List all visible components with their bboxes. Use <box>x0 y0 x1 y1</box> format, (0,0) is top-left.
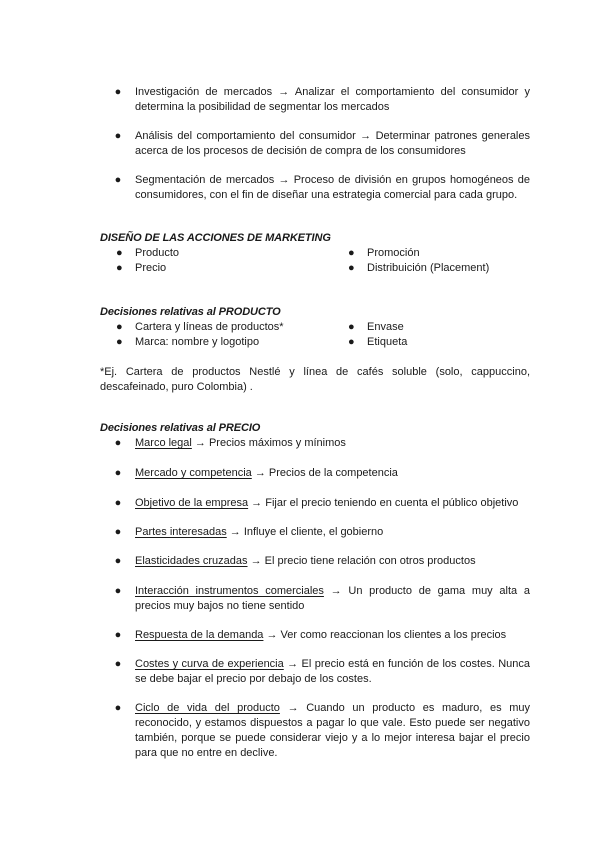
definition: → El precio tiene relación con otros productos <box>247 555 476 567</box>
list-item-text: Análisis del comportamiento del consumidor → Determinar patrones generales acerca de los procesos de decisión de compra de los consumidores <box>135 130 530 157</box>
bullet-icon: ● <box>114 497 122 509</box>
bullet-icon: ● <box>114 629 122 641</box>
bullet-icon: ● <box>348 336 355 348</box>
term: Mercado y competencia <box>135 467 252 479</box>
bullet-icon: ● <box>348 247 355 259</box>
definition: → Fijar el precio teniendo en cuenta el público objetivo <box>248 497 519 509</box>
bullet-icon: ● <box>116 262 123 274</box>
list-item-text: Distribuición (Placement) <box>367 262 490 274</box>
list-item-text: Investigación de mercados → Analizar el comportamiento del consumidor y determina la posibilidad de segmentar los mercados <box>135 86 530 113</box>
list-item <box>116 173 530 203</box>
bullet-icon: ● <box>114 658 122 670</box>
list-item <box>348 335 407 350</box>
list-item <box>116 129 530 159</box>
bullet-icon: ● <box>116 247 123 259</box>
list-item <box>116 525 530 540</box>
list-item <box>116 584 530 614</box>
list-item <box>116 246 179 261</box>
bullet-icon: ● <box>116 336 123 348</box>
term: Elasticidades cruzadas <box>135 555 248 567</box>
list-item <box>116 657 530 687</box>
list-item-text: Producto <box>135 247 180 259</box>
list-item-text: Segmentación de mercados → Proceso de división en grupos homogéneos de consumidores, con el fin de diseñar una estrategia comercial para cada grupo. <box>135 174 530 201</box>
list-item <box>116 320 284 335</box>
definition: → Influye el cliente, el gobierno <box>226 526 384 538</box>
list-item-text <box>135 525 530 540</box>
list-item <box>116 335 259 350</box>
term: Respuesta de la demanda <box>135 629 264 641</box>
bullet-icon: ● <box>114 467 122 479</box>
list-item-text <box>135 657 530 687</box>
list-item-text: Envase <box>367 321 404 333</box>
list-item <box>348 246 420 261</box>
list-item <box>116 85 530 115</box>
term: Costes y curva de experiencia <box>135 658 284 670</box>
list-item <box>348 261 489 276</box>
list-item-text: Promoción <box>367 247 420 259</box>
bullet-icon: ● <box>114 585 122 597</box>
definition: → Ver como reaccionan los clientes a los precios <box>263 629 507 641</box>
section-heading-producto: Decisiones relativas al PRODUCTO <box>100 306 281 318</box>
bullet-icon: ● <box>114 86 122 98</box>
footnote: *Ej. Cartera de productos Nestlé y línea de cafés soluble (solo, cappuccino, descafeinado, puro Colombia) . <box>100 366 530 393</box>
list-item-text: Cartera y líneas de productos* <box>135 321 284 333</box>
term: Ciclo de vida del producto <box>135 702 280 714</box>
list-item <box>116 466 530 481</box>
bullet-icon: ● <box>114 174 122 186</box>
bullet-icon: ● <box>348 262 355 274</box>
list-item-text: Precio <box>135 262 167 274</box>
term: Marco legal <box>135 437 192 449</box>
bullet-icon: ● <box>114 130 122 142</box>
list-item <box>116 554 530 569</box>
section-heading-precio: Decisiones relativas al PRECIO <box>100 422 261 434</box>
term: Interacción instrumentos comerciales <box>135 585 324 597</box>
bullet-icon: ● <box>116 321 123 333</box>
list-item <box>348 320 404 335</box>
list-item-text <box>135 584 530 614</box>
bullet-icon: ● <box>114 555 122 567</box>
term: Partes interesadas <box>135 526 227 538</box>
list-item <box>116 701 530 761</box>
list-item-text <box>135 554 530 569</box>
list-item-text: Etiqueta <box>367 336 408 348</box>
definition: → Precios máximos y mínimos <box>191 437 346 449</box>
list-item-text <box>135 701 530 761</box>
list-item-text <box>135 628 530 643</box>
definition: → El precio está en función de los costes. Nunca se debe bajar el precio por debajo de los costes. <box>135 658 530 685</box>
bullet-icon: ● <box>114 437 122 449</box>
list-item-text <box>135 466 530 481</box>
list-item <box>116 496 530 511</box>
list-item <box>116 261 166 276</box>
list-item-text <box>135 436 530 451</box>
list-item <box>116 628 530 643</box>
definition: → Precios de la competencia <box>251 467 398 479</box>
list-item <box>116 436 530 451</box>
bullet-icon: ● <box>348 321 355 333</box>
list-item-text: Marca: nombre y logotipo <box>135 336 260 348</box>
section-heading-marketing: DISEÑO DE LAS ACCIONES DE MARKETING <box>100 232 331 244</box>
list-item-text <box>135 496 530 511</box>
bullet-icon: ● <box>114 526 122 538</box>
term: Objetivo de la empresa <box>135 497 249 509</box>
definition: → Cuando un producto es maduro, es muy reconocido, y estamos dispuestos a pagar lo que vale. Esto puede ser negativo también, porque se puede considerar viejo y a lo mejor interesa bajar el precio para que no entre en declive. <box>135 702 530 759</box>
definition: → Un producto de gama muy alta a precios muy bajos no tiene sentido <box>135 585 530 612</box>
bullet-icon: ● <box>114 702 122 714</box>
